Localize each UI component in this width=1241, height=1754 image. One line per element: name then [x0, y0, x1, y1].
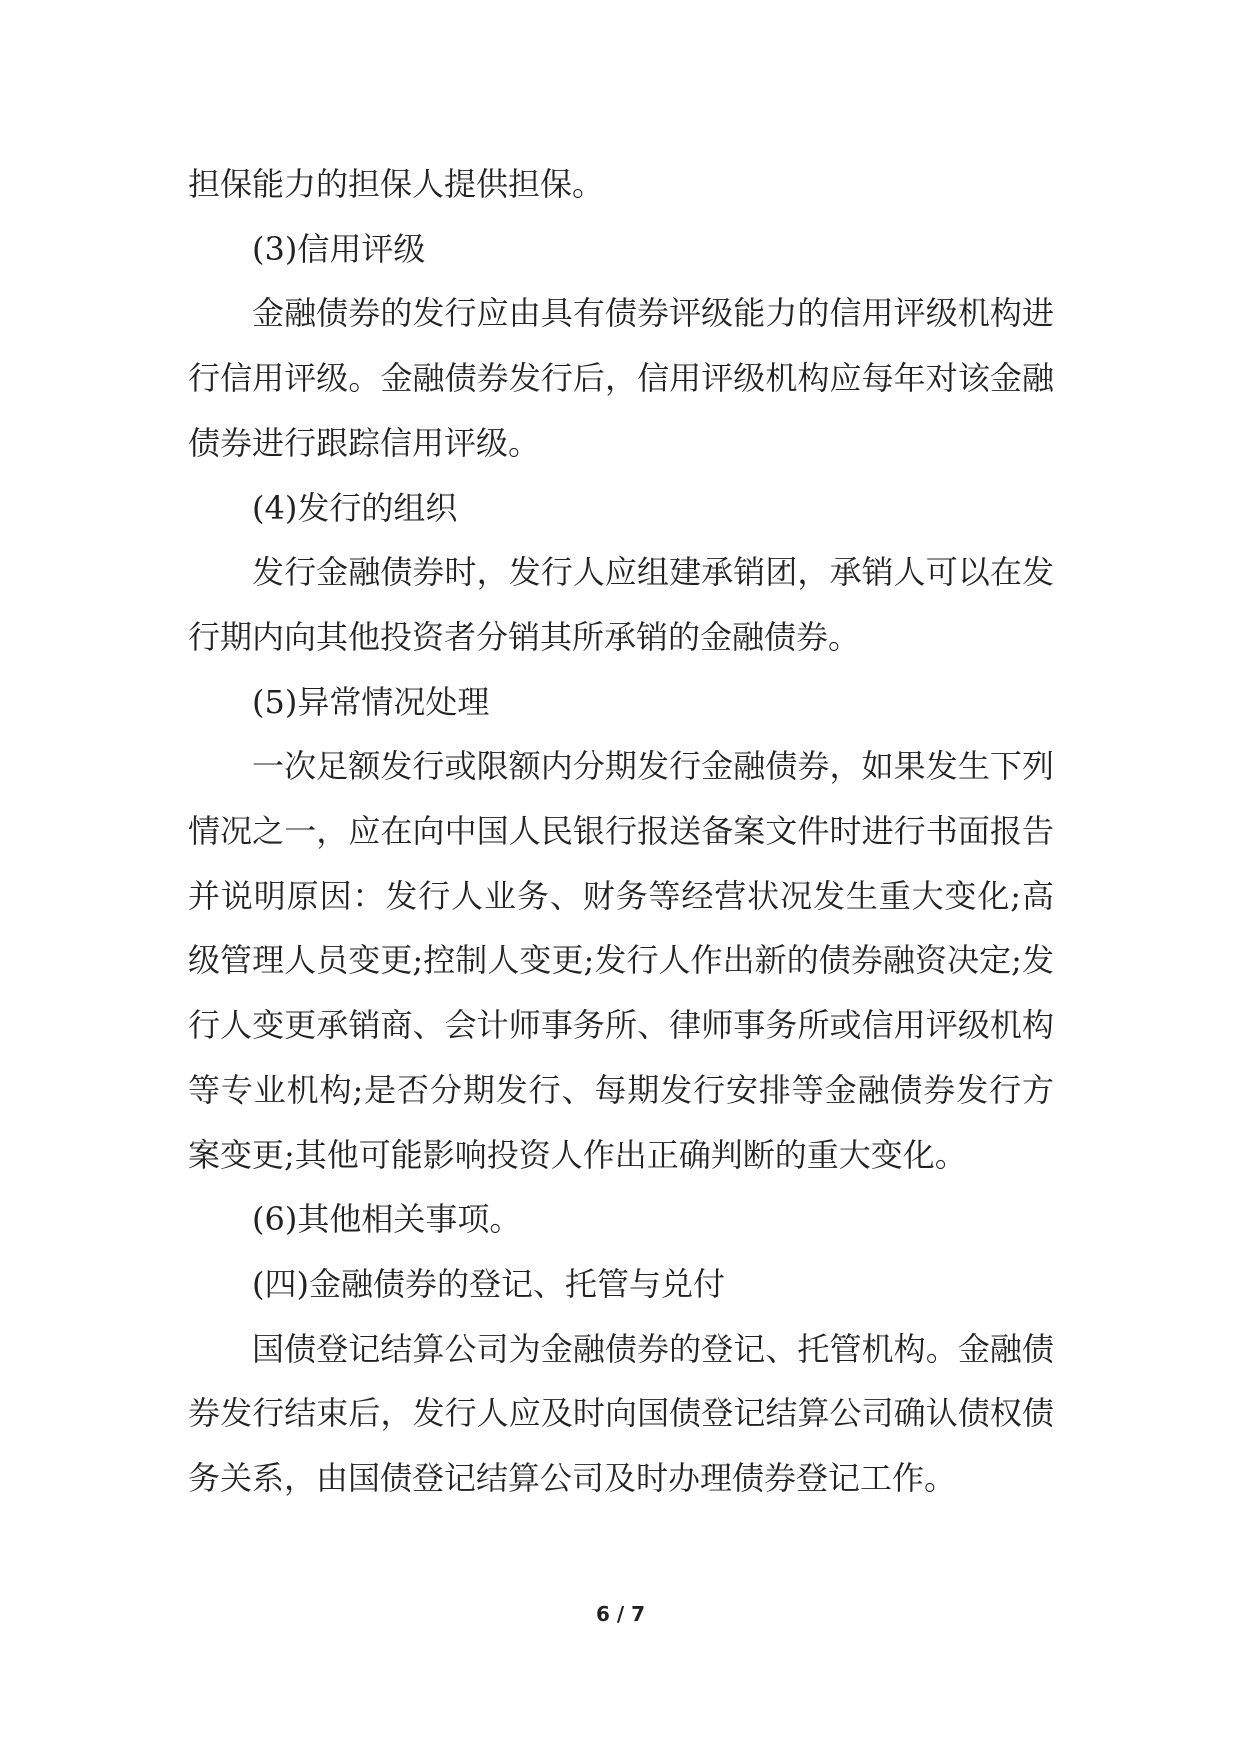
paragraph-registration: 国债登记结算公司为金融债券的登记、托管机构。金融债券发行结束后，发行人应及时向国债登记结算公司确认债权债务关系，由国债登记结算公司及时办理债券登记工作。 [188, 1329, 1054, 1498]
page-number: 6 / 7 [595, 1602, 646, 1626]
section-heading-registration: (四)金融债券的登记、托管与兑付 [252, 1264, 725, 1303]
paragraph-continuation: 担保能力的担保人提供担保。 [188, 165, 605, 203]
section-heading-exception-handling: (5)异常情况处理 [252, 682, 490, 721]
section-heading-credit-rating: (3)信用评级 [252, 229, 426, 268]
paragraph-credit-rating: 金融债券的发行应由具有债券评级能力的信用评级机构进行信用评级。金融债券发行后，信用评级机构应每年对该金融债券进行跟踪信用评级。 [188, 294, 1054, 462]
paragraph-issuance-organization: 发行金融债券时，发行人应组建承销团，承销人可以在发行期内向其他投资者分销其所承销的金融债券。 [188, 553, 1054, 656]
paragraph-exception-handling: 一次足额发行或限额内分期发行金融债券，如果发生下列情况之一，应在向中国人民银行报送备案文件时进行书面报告并说明原因：发行人业务、财务等经营状况发生重大变化;高级管理人员变更;控制人变更;发行人作出新的债券融资决定;发行人变更承销商、会计师事务所、律师事务所或信用评级机构等专业机构;是否分期发行、每期发行安排等金融债券发行方案变更;其他可能影响投资人作出正确判断的重大变化。 [188, 747, 1054, 1174]
document-body [188, 152, 1054, 1511]
section-heading-other-matters: (6)其他相关事项。 [252, 1200, 522, 1239]
section-heading-issuance-organization: (4)发行的组织 [252, 488, 458, 527]
